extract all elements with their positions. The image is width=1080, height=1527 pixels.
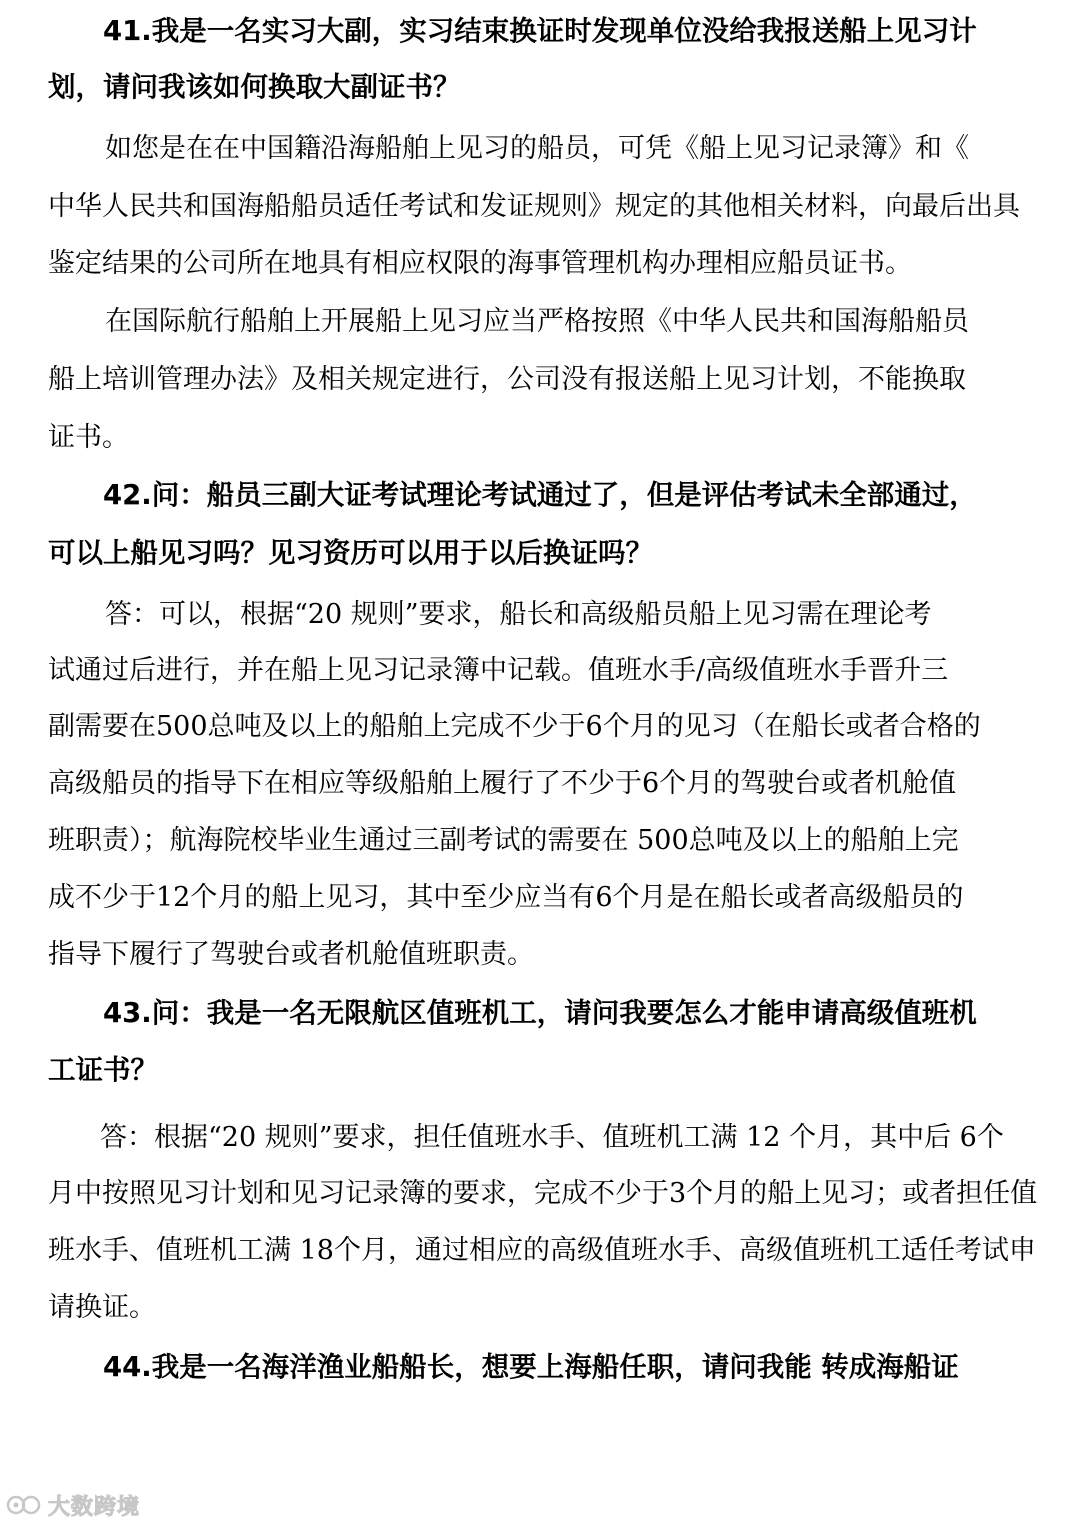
question-44-line-1: 44.我是一名海洋渔业船船长，想要上海船任职，请问我能 转成海船证 — [103, 1351, 959, 1383]
answer-41-line-5: 船上培训管理办法》及相关规定进行，公司没有报送船上见习计划，不能换取 — [48, 364, 966, 395]
watermark-text: 大数跨境 — [48, 1494, 141, 1520]
question-41-line-2: 划，请问我该如何换取大副证书？ — [48, 71, 461, 103]
question-42-line-2: 可以上船见习吗？见习资历可以用于以后换证吗？ — [48, 537, 653, 569]
question-43-line-2: 工证书？ — [48, 1054, 158, 1086]
question-41-line-1: 41.我是一名实习大副，实习结束换证时发现单位没给我报送船上见习计 — [103, 15, 977, 47]
answer-43-line-2: 月中按照见习计划和见习记录簿的要求，完成不少于3个月的船上见习；或者担任值 — [48, 1178, 1038, 1209]
answer-42-line-7: 指导下履行了驾驶台或者机舱值班职责。 — [48, 939, 534, 970]
answer-41-line-6: 证书。 — [48, 422, 129, 453]
answer-41-line-2: 中华人民共和国海船船员适任考试和发证规则》规定的其他相关材料，向最后出具 — [48, 191, 1020, 222]
answer-42-line-2: 试通过后进行，并在船上见习记录簿中记载。值班水手/高级值班水手晋升三 — [48, 655, 949, 686]
answer-42-line-1: 答：可以，根据“20 规则”要求，船长和高级船员船上见习需在理论考 — [105, 599, 932, 630]
question-43-line-1: 43.问：我是一名无限航区值班机工，请问我要怎么才能申请高级值班机 — [103, 997, 977, 1029]
answer-41-line-4: 在国际航行船舶上开展船上见习应当严格按照《中华人民共和国海船船员 — [105, 306, 969, 337]
answer-42-line-3: 副需要在500总吨及以上的船舶上完成不少于6个月的见习（在船长或者合格的 — [48, 711, 981, 742]
brand-logo-icon — [6, 1492, 46, 1518]
answer-42-line-4: 高级船员的指导下在相应等级船舶上履行了不少于6个月的驾驶台或者机舱值 — [48, 768, 957, 799]
answer-43-line-4: 请换证。 — [48, 1292, 156, 1323]
question-42-line-1: 42.问：船员三副大证考试理论考试通过了，但是评估考试未全部通过， — [103, 479, 977, 511]
answer-41-line-1: 如您是在在中国籍沿海船舶上见习的船员，可凭《船上见习记录簿》和《 — [105, 133, 969, 164]
watermark — [6, 1490, 140, 1520]
answer-42-line-5: 班职责）；航海院校毕业生通过三副考试的需要在 500总吨及以上的船舶上完 — [48, 825, 959, 856]
answer-42-line-6: 成不少于12个月的船上见习，其中至少应当有6个月是在船长或者高级船员的 — [48, 882, 964, 913]
answer-43-line-1: 答：根据“20 规则”要求，担任值班水手、值班机工满 12 个月，其中后 6个 — [100, 1122, 1004, 1153]
answer-43-line-3: 班水手、值班机工满 18个月，通过相应的高级值班水手、高级值班机工适任考试申 — [48, 1235, 1036, 1266]
answer-41-line-3: 鉴定结果的公司所在地具有相应权限的海事管理机构办理相应船员证书。 — [48, 248, 912, 279]
